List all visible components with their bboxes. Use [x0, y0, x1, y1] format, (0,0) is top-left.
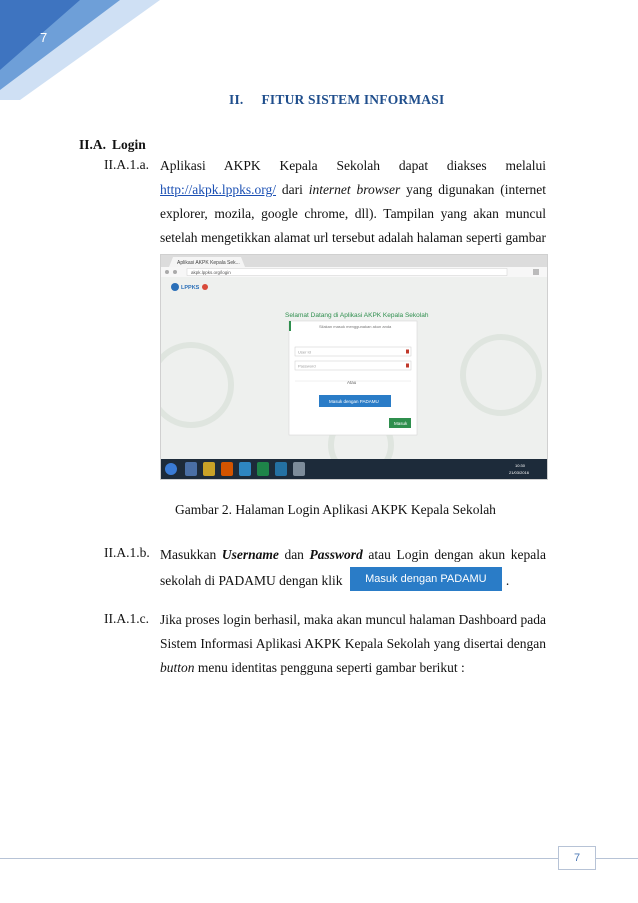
subsection-heading [79, 137, 146, 153]
login-card [289, 321, 417, 435]
para-c-italic-button: button [160, 660, 195, 675]
padamu-button-label: Masuk dengan PADAMU [329, 399, 379, 404]
lock-icon [406, 364, 409, 368]
padamu-inline-button[interactable]: Masuk dengan PADAMU [350, 567, 502, 591]
para-b-text-1: Masukkan [160, 547, 222, 562]
user-id-placeholder: User Id [298, 349, 311, 355]
para-a-text-1: Aplikasi AKPK Kepala Sekolah dapat diakses melalui [160, 158, 546, 173]
user-icon [406, 350, 409, 354]
section-title-text: FITUR SISTEM INFORMASI [261, 92, 445, 107]
back-icon [165, 270, 169, 274]
password-placeholder: Password [298, 363, 316, 369]
item-label-c: II.A.1.c. [104, 611, 149, 626]
header-page-number: 7 [40, 30, 48, 45]
para-a-text-2: dari [276, 182, 309, 197]
lppks-logo-text: LPPKS [181, 285, 200, 291]
welcome-text: Selamat Datang di Aplikasi AKPK Kepala Sekolah [285, 312, 429, 319]
item-label-a: II.A.1.a. [104, 157, 149, 172]
clock-date: 21/03/2016 [509, 470, 530, 475]
para-c-text-2: menu identitas pengguna seperti gambar berikut : [194, 660, 465, 675]
browser-tab-title: Aplikasi AKPK Kepala Sek... [177, 260, 240, 266]
subsection-title: Login [112, 137, 146, 152]
clock-time: 10:30 [515, 463, 526, 468]
footer-page-number: 7 [558, 846, 596, 870]
para-c-text-1: Jika proses login berhasil, maka akan muncul halaman Dashboard pada Sistem Informasi Aplikasi AKPK Kepala Sekolah yang disertai dengan [160, 612, 546, 651]
masuk-button-label: Masuk [394, 421, 408, 426]
akpk-url-link[interactable]: http://akpk.lppks.org/ [160, 182, 277, 197]
address-bar [187, 269, 507, 276]
subsection-label: II.A. [79, 137, 107, 152]
para-a-text-3: yang digunakan (internet explorer, mozila, google chrome, dll). Tampilan yang akan muncul setelah mengetikkan alamat url tersebut adalah halaman seperti gambar [160, 182, 546, 245]
or-text: Atau [347, 380, 357, 385]
taskbar-apps [185, 462, 305, 476]
para-b-username: Username [221, 547, 279, 562]
login-screenshot-figure [160, 254, 548, 480]
footer-rule [0, 858, 638, 859]
figure-caption: Gambar 2. Halaman Login Aplikasi AKPK Kepala Sekolah [175, 502, 496, 517]
section-number: II. [229, 92, 244, 107]
paragraph-c [160, 608, 546, 680]
para-b-password: Password [309, 547, 363, 562]
user-id-input[interactable] [295, 347, 411, 356]
para-b-text-3: atau Login dengan akun kepala sekolah di PADAMU dengan klik [160, 547, 546, 588]
item-label-b: II.A.1.b. [104, 545, 150, 560]
login-screenshot-svg [161, 255, 547, 479]
section-title [229, 92, 444, 108]
para-b-text-2: dan [278, 547, 310, 562]
windows-taskbar [161, 459, 547, 479]
para-a-italic-browser: internet browser [308, 182, 401, 197]
lppks-logo-icon [171, 283, 179, 291]
forward-icon [173, 270, 177, 274]
menu-icon [533, 269, 539, 275]
corner-decoration [0, 0, 160, 100]
start-icon [165, 463, 177, 475]
paragraph-b [160, 542, 546, 594]
para-b-text-4: . [505, 573, 510, 588]
login-notice: Silakan masuk menggunakan akun anda [319, 324, 392, 329]
address-url: akpk.lppks.org/login [191, 270, 231, 275]
